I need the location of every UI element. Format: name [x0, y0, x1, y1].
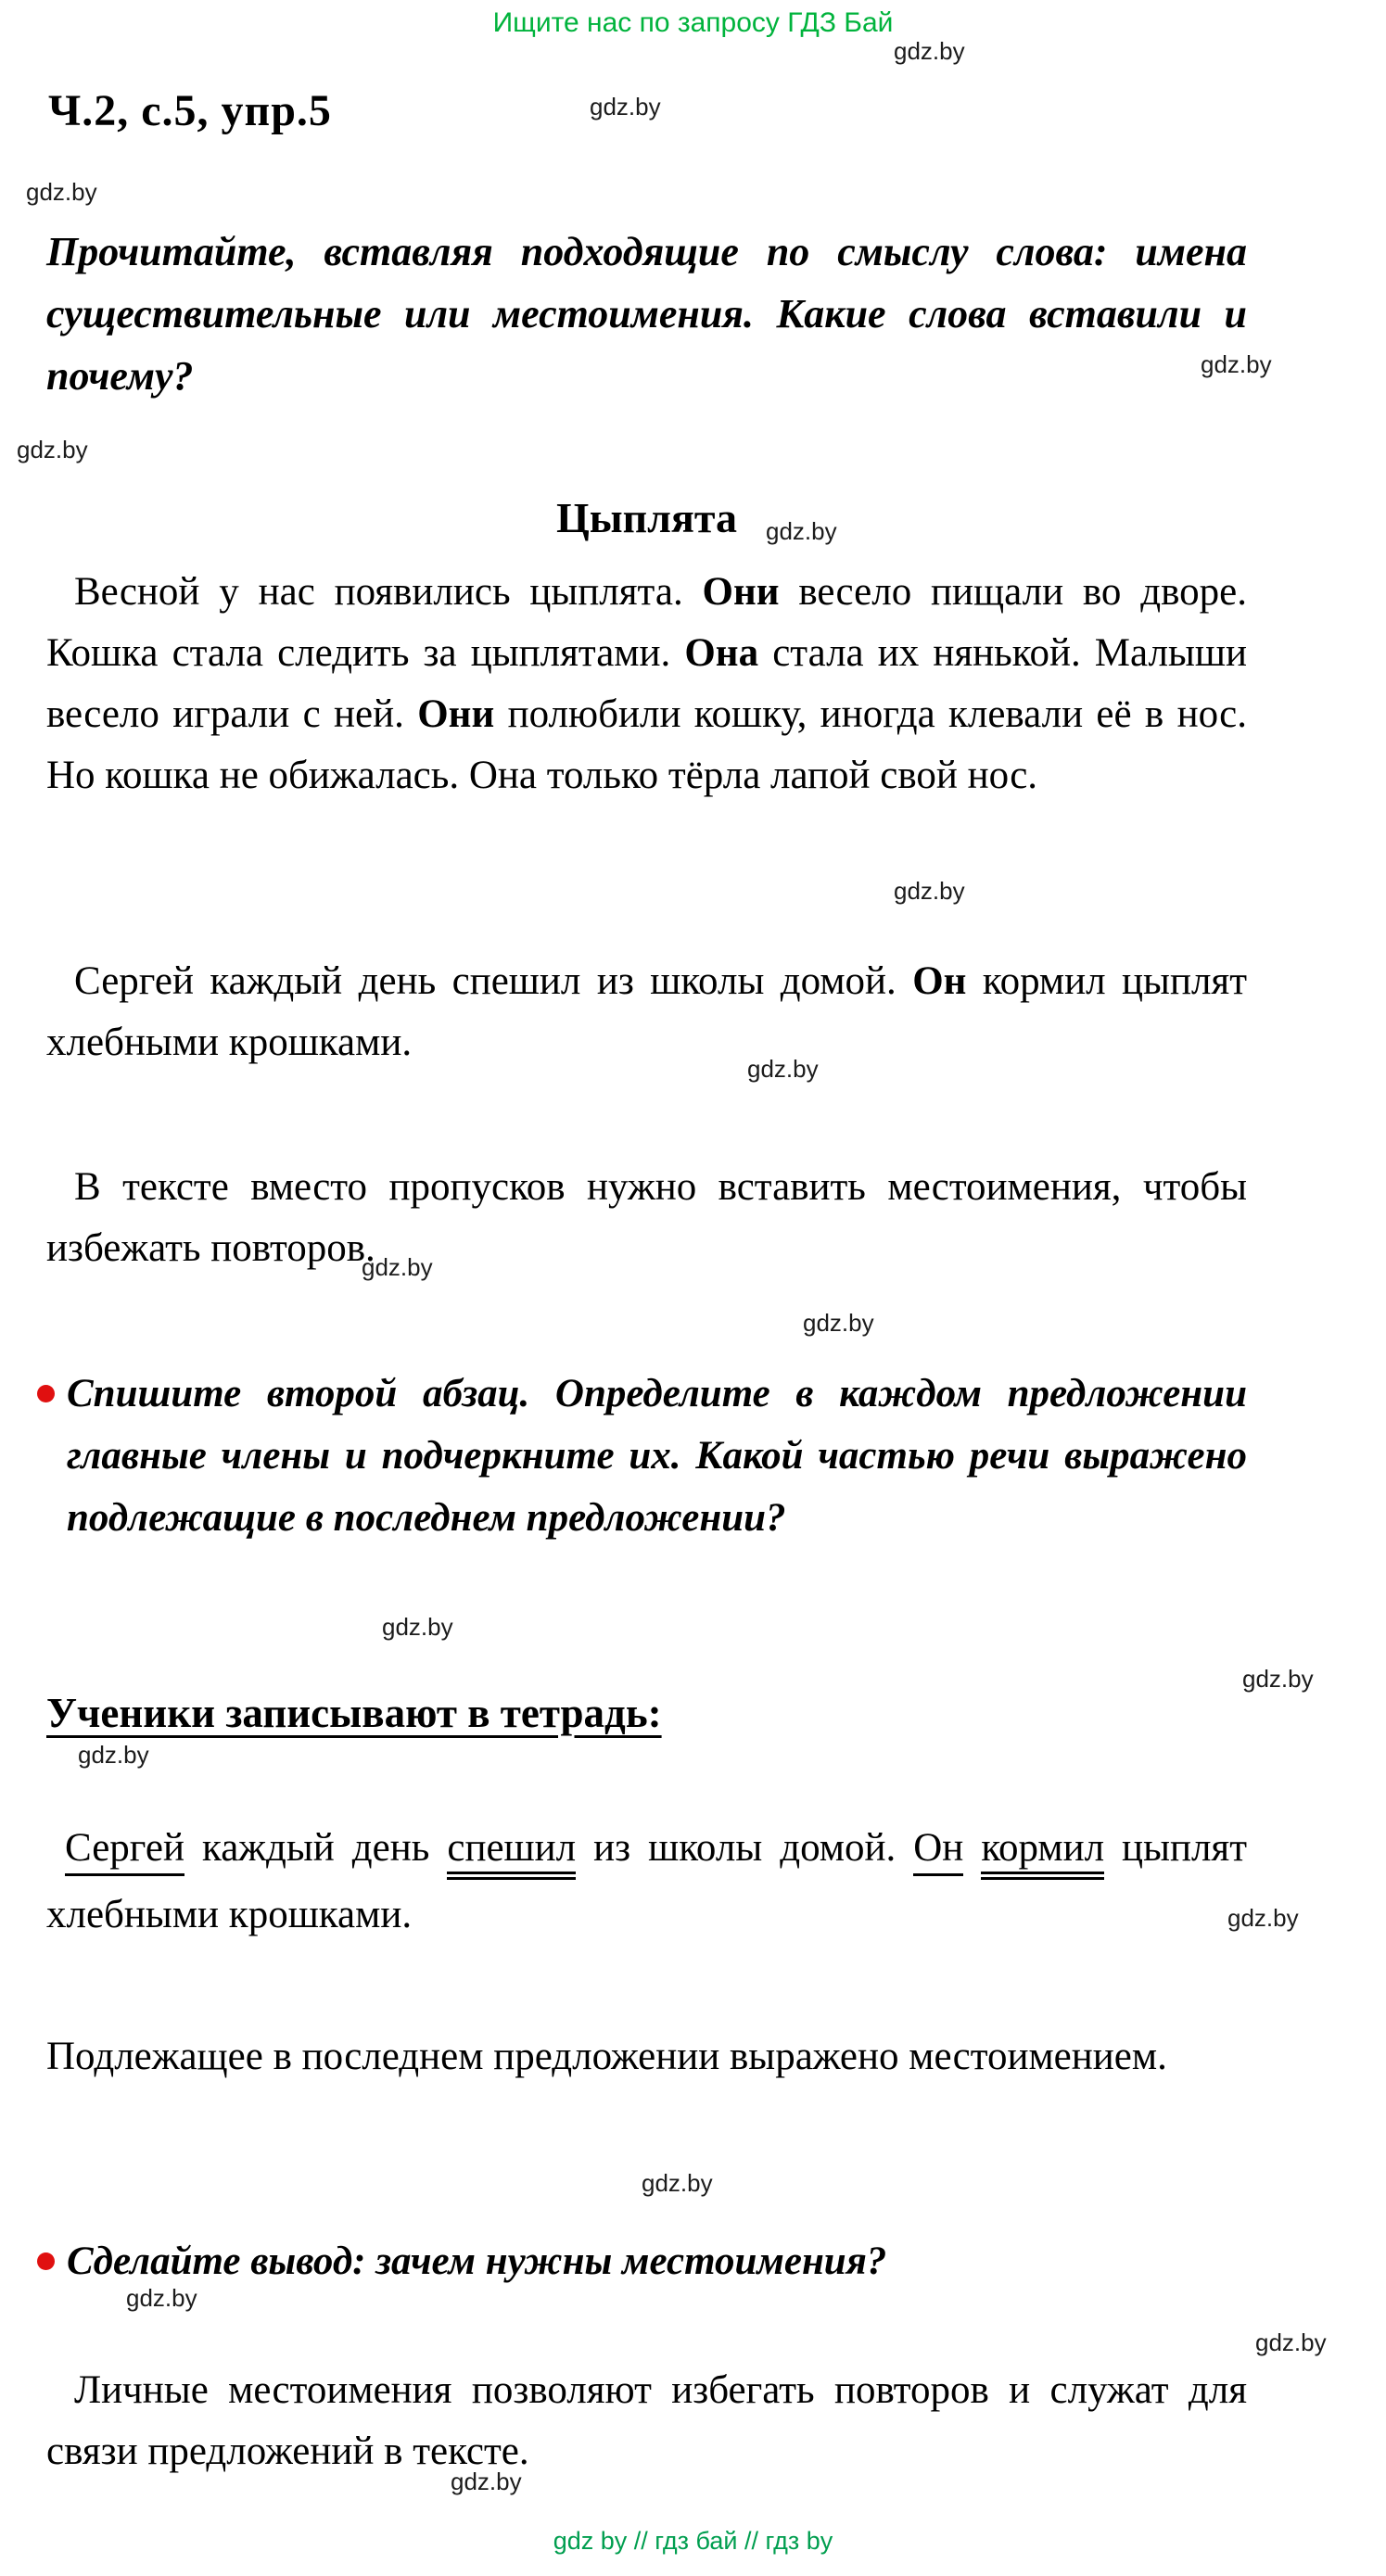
subtask-bullet-2	[35, 2230, 1247, 2292]
subtask-bullet-1-text: Спишите второй абзац. Определите в каждом предложении главные члены и подчеркните их. Какой частью речи выражено подлежащие в последнем предложении?	[67, 1372, 1247, 1540]
underlined-word: спешил	[447, 1826, 576, 1880]
gdzby-watermark: gdz.by	[1242, 1665, 1314, 1693]
gdzby-watermark: gdz.by	[382, 1613, 453, 1641]
text-run: Весной у нас появились цыплята.	[74, 570, 703, 614]
text-run: Сергей каждый день спешил из школы домой.	[74, 959, 913, 1003]
text-run: полюбили кошку, иногда клевали её в нос. Но кошка не обижалась. Она только тёрла лапой свой нос.	[46, 692, 1247, 797]
text-run: стала их нянькой. Малыши весело играли с ней.	[46, 631, 1247, 736]
gdzby-watermark: gdz.by	[747, 1055, 819, 1083]
gdzby-watermark: gdz.by	[362, 1253, 433, 1281]
gdzby-watermark: gdz.by	[590, 93, 661, 121]
gdzby-watermark: gdz.by	[642, 2169, 713, 2197]
gdzby-watermark: gdz.by	[1227, 1904, 1299, 1932]
notebook-heading: Ученики записывают в тетрадь:	[46, 1690, 662, 1736]
underlined-word: кормил	[981, 1826, 1104, 1880]
conclusion-note: Подлежащее в последнем предложении выражено местоимением.	[46, 2035, 1167, 2078]
red-bullet-icon	[37, 1385, 55, 1402]
subtask-bullet-2-text: Сделайте вывод: зачем нужны местоимения?	[67, 2240, 887, 2283]
inserted-pronoun: Они	[702, 570, 780, 614]
text-run	[963, 1826, 981, 1870]
text-run: кормил цыплят хлебными крошками.	[46, 959, 1247, 1064]
summary-paragraph: Личные местоимения позволяют избегать повторов и служат для связи предложений в тексте.	[46, 2368, 1247, 2473]
gdzby-watermark: gdz.by	[451, 2468, 522, 2495]
exercise-header: Ч.2, с.5, упр.5	[48, 86, 332, 135]
page-footer-links[interactable]: gdz by // гдз бай // гдз by	[553, 2527, 833, 2555]
teacher-note: В тексте вместо пропусков нужно вставить местоимения, чтобы избежать повторов.	[46, 1165, 1247, 1270]
inserted-pronoun: Он	[912, 959, 967, 1003]
gdzby-watermark: gdz.by	[78, 1741, 149, 1769]
gdzby-watermark: gdz.by	[894, 37, 965, 65]
gdzby-watermark: gdz.by	[766, 517, 837, 545]
gdzby-watermark: gdz.by	[894, 877, 965, 905]
story-paragraph-2	[46, 951, 1247, 1073]
gdzby-watermark: gdz.by	[26, 178, 97, 206]
underlined-word: Он	[913, 1826, 963, 1876]
notebook-answer	[46, 1815, 1247, 1948]
gdzby-watermark: gdz.by	[126, 2284, 197, 2312]
story-title: Цыплята	[555, 494, 738, 541]
gdzby-watermark: gdz.by	[1201, 350, 1272, 378]
promo-banner: Ищите нас по запросу ГДЗ Бай	[492, 7, 894, 38]
underlined-word: Сергей	[65, 1826, 184, 1876]
text-run: каждый день	[184, 1826, 448, 1870]
subtask-bullet-1	[35, 1363, 1247, 1549]
text-run: весело пищали во дворе. Кошка стала следить за цыплятами.	[46, 570, 1247, 675]
text-run: из школы домой.	[576, 1826, 914, 1870]
inserted-pronoun: Она	[684, 631, 759, 675]
red-bullet-icon	[37, 2252, 55, 2270]
inserted-pronoun: Они	[417, 692, 495, 736]
gdzby-watermark: gdz.by	[1255, 2329, 1327, 2356]
text-run: цыплят хлебными крошками.	[46, 1826, 1247, 1936]
gdzby-watermark: gdz.by	[803, 1309, 874, 1337]
gdzby-watermark: gdz.by	[17, 436, 88, 463]
story-paragraph-1	[46, 562, 1247, 806]
task-instruction: Прочитайте, вставляя подходящие по смыслу слова: имена существительные или местоимения. Какие слова вставили и почему?	[46, 229, 1247, 399]
